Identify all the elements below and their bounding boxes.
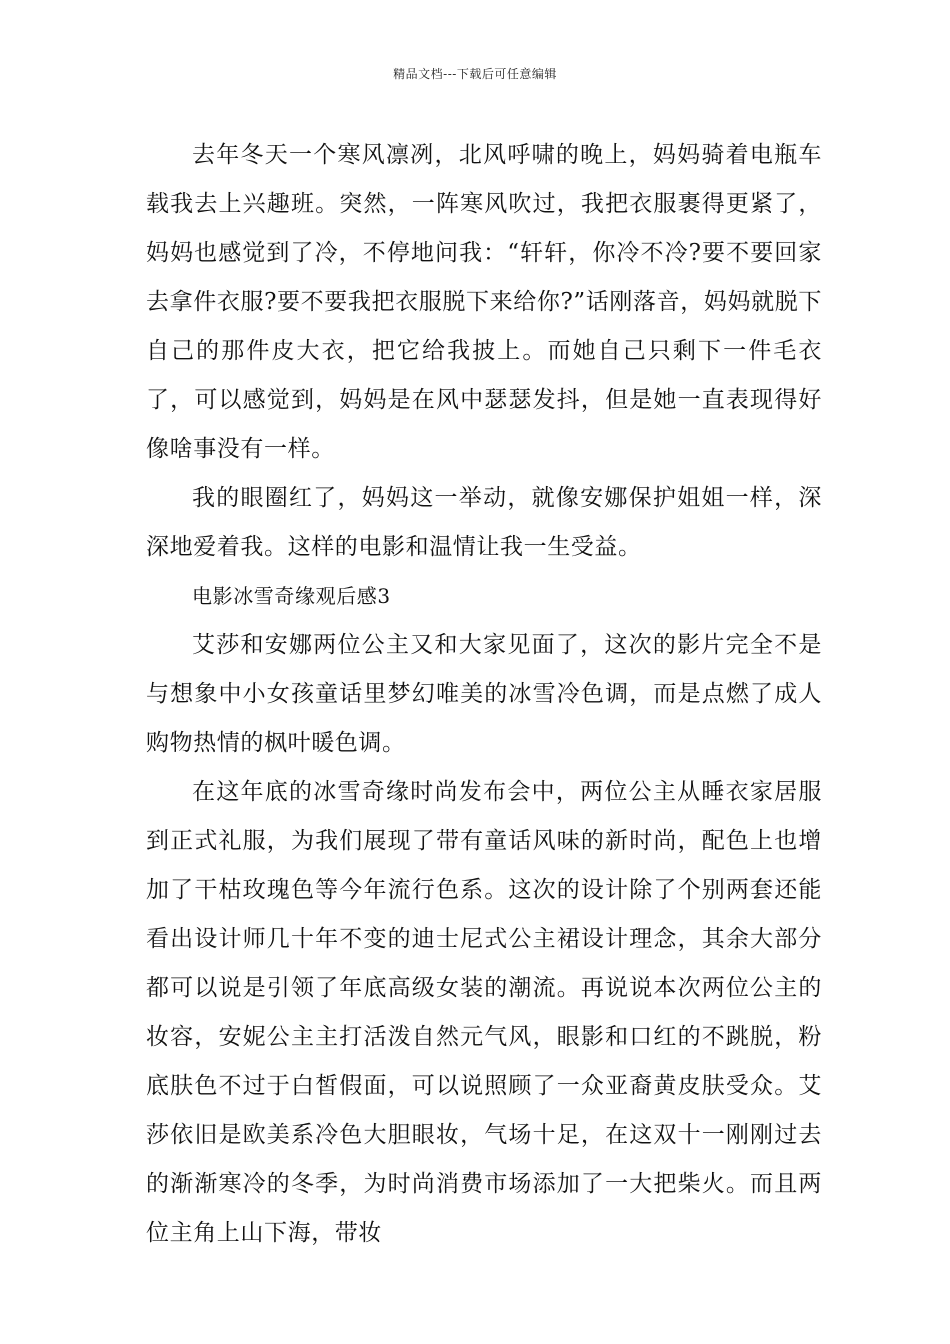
paragraph-4: 在这年底的冰雪奇缘时尚发布会中，两位公主从睡衣家居服到正式礼服，为我们展现了带有童话风味的新时尚，配色上也增加了干枯玫瑰色等今年流行色系。这次的设计除了个别两套还能看出设计师几十年不变的迪士尼式公主裙设计理念，其余大部分都可以说是引领了年底高级女装的潮流。再说说本次两位公主的妆容，安妮公主主打活泼自然元气风，眼影和口红的不跳脱，粉底肤色不过于白皙假面，可以说照顾了一众亚裔黄皮肤受众。艾莎依旧是欧美系冷色大胆眼妆，气场十足，在这双十一刚刚过去的渐渐寒冷的冬季，为时尚消费市场添加了一大把柴火。而且两位主角上山下海，带妆 <box>146 779 822 1246</box>
document-body <box>146 131 822 1258</box>
paragraph-1: 去年冬天一个寒风凛冽，北风呼啸的晚上，妈妈骑着电瓶车载我去上兴趣班。突然，一阵寒风吹过，我把衣服裹得更紧了，妈妈也感觉到了冷，不停地问我：“轩轩，你冷不冷?要不要回家去拿件衣服?要不要我把衣服脱下来给你?”话刚落音，妈妈就脱下自己的那件皮大衣，把它给我披上。而她自己只剩下一件毛衣了，可以感觉到，妈妈是在风中瑟瑟发抖，但是她一直表现得好像啥事没有一样。 <box>146 142 822 462</box>
section-title: 电影冰雪奇缘观后感3 <box>192 584 391 608</box>
page-header: 精品文档---下载后可任意编辑 <box>393 67 557 81</box>
paragraph-2: 我的眼圈红了，妈妈这一举动，就像安娜保护姐姐一样，深深地爱着我。这样的电影和温情让我一生受益。 <box>146 485 822 560</box>
paragraph-3: 艾莎和安娜两位公主又和大家见面了，这次的影片完全不是与想象中小女孩童话里梦幻唯美的冰雪冷色调，而是点燃了成人购物热情的枫叶暖色调。 <box>146 632 822 756</box>
